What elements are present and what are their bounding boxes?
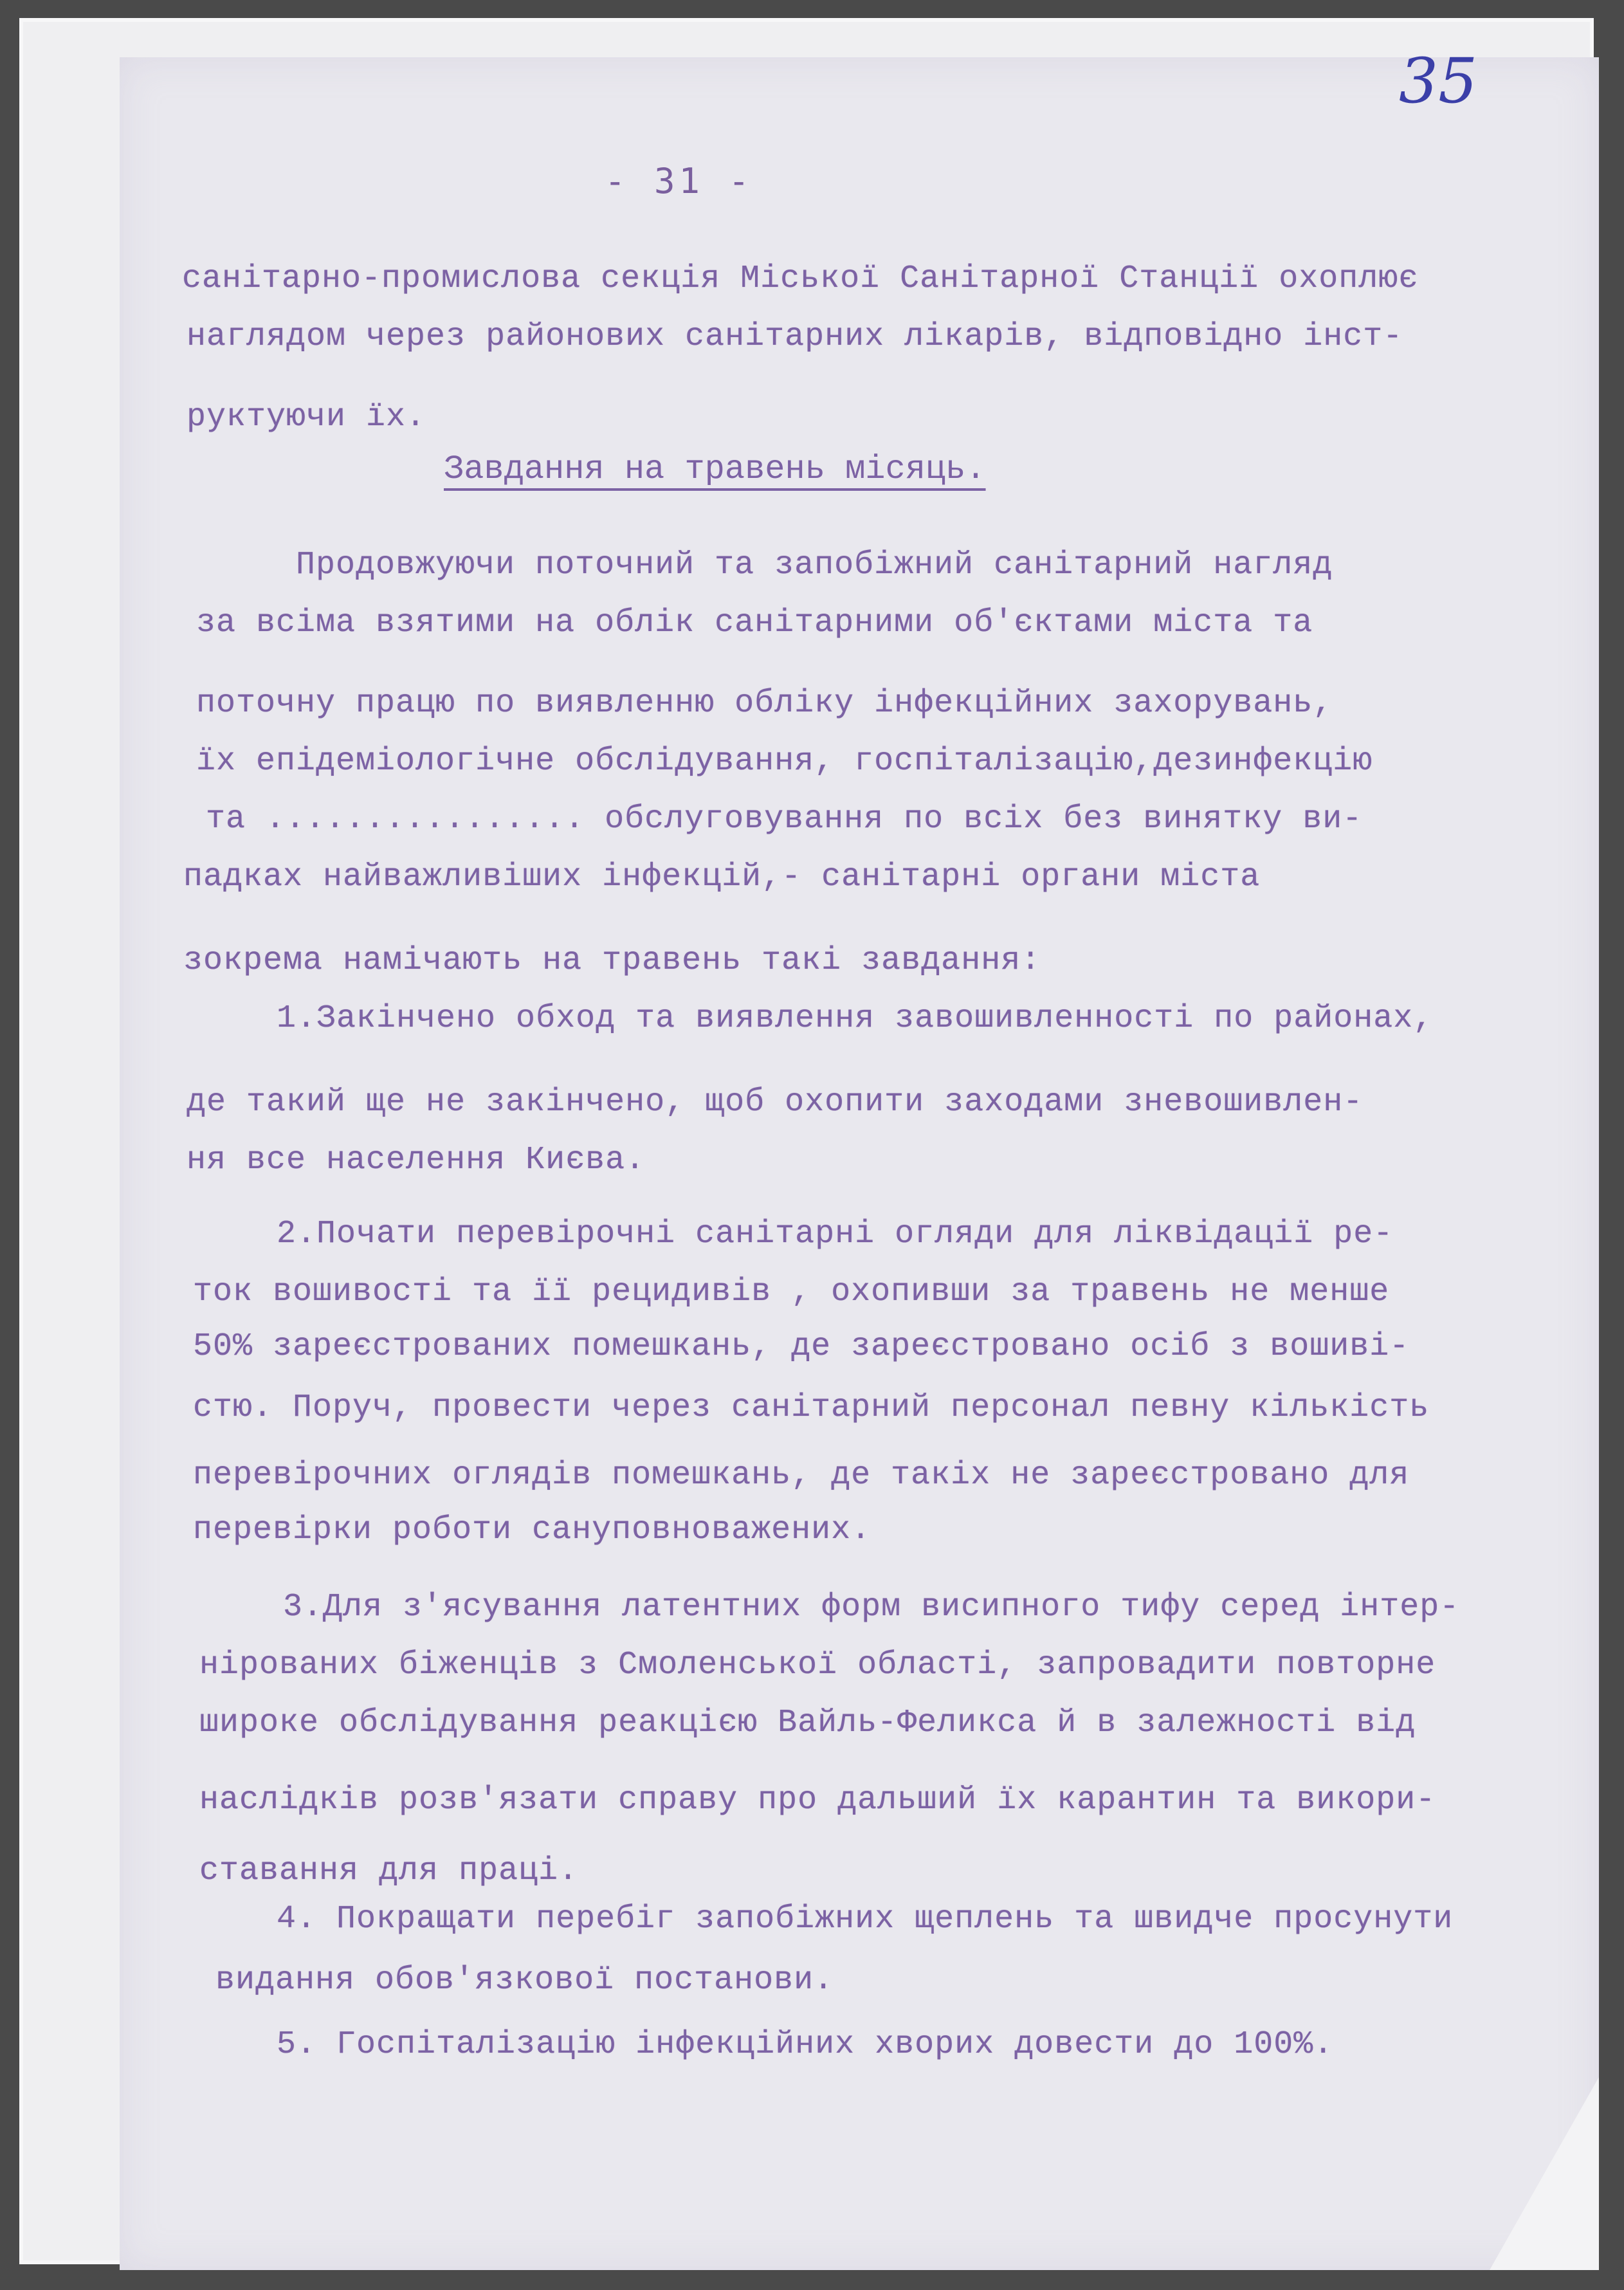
text-line: широке обслідування реакцією Вайль-Феликса й в залежності від: [199, 1705, 1416, 1741]
text-line: 1.Закінчено обход та виявлення завошивленності по районах,: [277, 1000, 1434, 1037]
text-line: за всіма взятими на облік санітарними об'єктами міста та: [196, 605, 1313, 641]
text-line: ставання для праці.: [199, 1853, 579, 1889]
text-line: 2.Почати перевірочні санітарні огляди для ліквідації ре-: [277, 1216, 1394, 1252]
section-heading: Завдання на травень місяць.: [444, 450, 986, 488]
text-line: та ................ обслуговування по всіх без винятку ви-: [206, 801, 1363, 838]
text-line: зокрема намічають на травень такі завдання:: [183, 942, 1041, 979]
text-line: наглядом через районових санітарних лікарів, відповідно інст-: [187, 318, 1403, 355]
text-line: видання обов'язкової постанови.: [215, 1962, 834, 1999]
page-number: - 31 -: [605, 161, 754, 201]
text-line: 3.Для з'ясування латентних форм висипного тифу серед інтер-: [283, 1589, 1460, 1626]
text-line: наслідків розв'язати справу про дальший їх карантин та викори-: [199, 1782, 1436, 1818]
text-line: поточну працю по виявленню обліку інфекційних захорувань,: [196, 685, 1333, 722]
text-line: стю. Поруч, провести через санітарний персонал певну кількість: [193, 1389, 1430, 1426]
text-line: перевірочних оглядів помешкань, де такіх не зареєстровано для: [193, 1457, 1410, 1494]
text-line: руктуючи їх.: [187, 399, 426, 435]
text-line: 50% зареєстрованих помешкань, де зареєстровано осіб з вошиві-: [193, 1328, 1410, 1365]
text-line: їх епідеміологічне обслідування, госпіталізацію,дезинфекцію: [196, 743, 1373, 780]
text-line: де такий ще не закінчено, щоб охопити заходами зневошивлен-: [187, 1084, 1364, 1121]
text-line: перевірки роботи сануповноважених.: [193, 1512, 871, 1548]
text-line: санітарно-промислова секція Міської Санітарної Станції охоплює: [182, 261, 1419, 297]
text-line: ня все населення Києва.: [187, 1142, 646, 1178]
text-line: ток вошивості та її рецидивів , охопивши за травень не менше: [193, 1274, 1390, 1310]
text-line: падках найважливіших інфекцій,- санітарні органи міста: [183, 859, 1261, 895]
text-line: 4. Покращати перебіг запобіжних щеплень та швидче просунути: [277, 1901, 1454, 1937]
archive-page-number: 35: [1399, 45, 1478, 117]
text-line: нірованих біженців з Смоленської області, запровадити повторне: [199, 1647, 1436, 1683]
text-line: Продовжуючи поточний та запобіжний санітарний нагляд: [296, 547, 1333, 583]
corner-fold: [1490, 2077, 1599, 2270]
text-line: 5. Госпіталізацію інфекційних хворих довести до 100%.: [277, 2026, 1334, 2063]
